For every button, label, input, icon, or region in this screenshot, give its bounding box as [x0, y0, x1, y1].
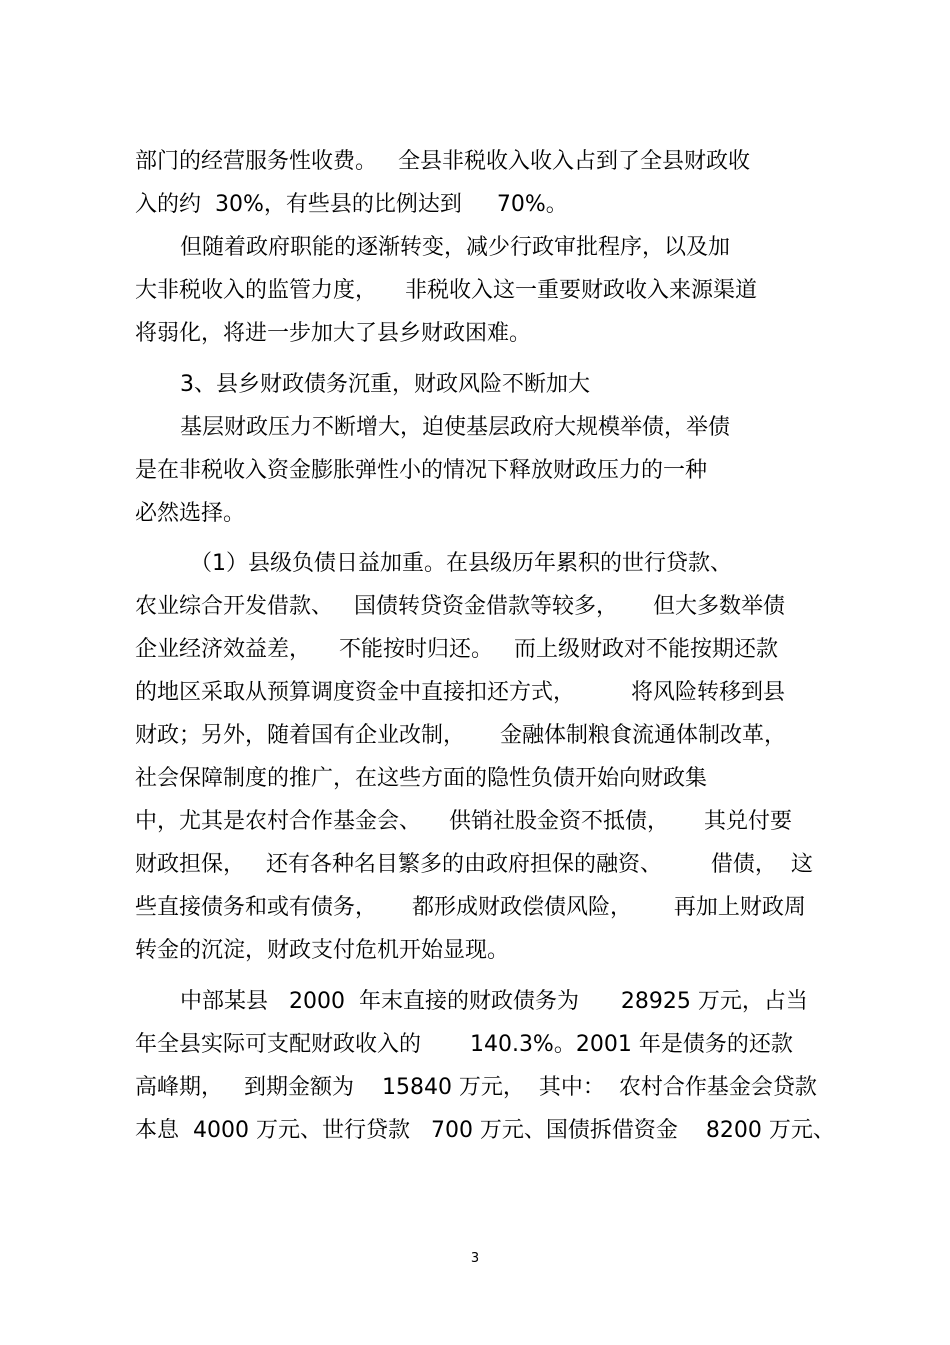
page-number: 3 [470, 1251, 480, 1266]
text-line-21: 年全县实际可支配财政收入的 140.3%。2001 年是债务的还款 [135, 1032, 793, 1057]
text-line-15: 社会保障制度的推广，在这些方面的隐性负债开始向财政集 [135, 766, 708, 791]
text-line-4: 大非税收入的监管力度， 非税收入这一重要财政收入来源渠道 [135, 278, 757, 303]
text-line-7: 基层财政压力不断增大，迫使基层政府大规模举债，举债 [180, 415, 731, 440]
text-line-18: 些直接债务和或有债务， 都形成财政偿债风险， 再加上财政周 [135, 895, 806, 920]
text-line-1: 部门的经营服务性收费。 全县非税收入收入占到了全县财政收 [135, 149, 750, 174]
text-line-14: 财政；另外，随着国有企业改制， 金融体制粮食流通体制改革， [135, 723, 786, 748]
text-line-5: 将弱化，将进一步加大了县乡财政困难。 [135, 321, 532, 346]
text-line-8: 是在非税收入资金膨胀弹性小的情况下释放财政压力的一种 [135, 458, 708, 483]
text-line-2: 入的约 30%，有些县的比例达到 70%。 [135, 192, 568, 217]
text-line-9: 必然选择。 [135, 501, 246, 526]
text-line-20: 中部某县 2000 年末直接的财政债务为 28925 万元，占当 [180, 989, 808, 1014]
text-line-17: 财政担保， 还有各种名目繁多的由政府担保的融资、 借债， 这 [135, 852, 813, 877]
text-line-13: 的地区采取从预算调度资金中直接扣还方式， 将风险转移到县 [135, 680, 785, 705]
text-line-11: 农业综合开发借款、 国债转贷资金借款等较多， 但大多数举债 [135, 594, 785, 619]
text-line-12: 企业经济效益差， 不能按时归还。 而上级财政对不能按期还款 [135, 637, 778, 662]
section-heading: 3、县乡财政债务沉重，财政风险不断加大 [180, 372, 590, 397]
text-line-23: 本息 4000 万元、世行贷款 700 万元、国债拆借资金 8200 万元、 [135, 1118, 835, 1143]
text-line-16: 中，尤其是农村合作基金会、 供销社股金资不抵债， 其兑付要 [135, 809, 792, 834]
text-line-10: （1）县级负债日益加重。在县级历年累积的世行贷款、 [190, 551, 732, 576]
text-line-3: 但随着政府职能的逐渐转变，减少行政审批程序，以及加 [180, 235, 731, 260]
text-line-19: 转金的沉淀，财政支付危机开始显现。 [135, 938, 510, 963]
text-line-22: 高峰期， 到期金额为 15840 万元， 其中： 农村合作基金会贷款 [135, 1075, 817, 1100]
